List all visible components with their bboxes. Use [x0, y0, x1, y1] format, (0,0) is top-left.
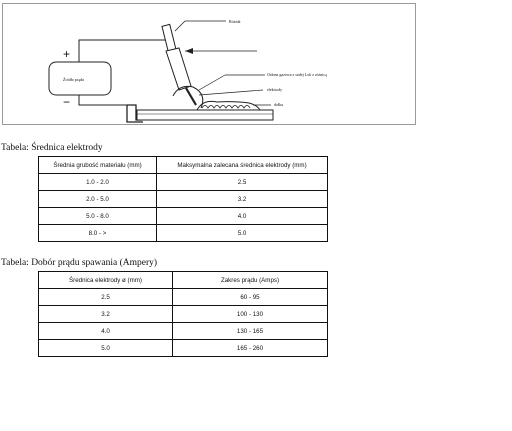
positive-cable: [79, 40, 169, 62]
electrode-rod: [186, 88, 196, 105]
table-cell: 2.0 - 5.0: [39, 191, 157, 208]
power-source-label: Źródło prądu: [63, 77, 84, 82]
table-cell: 100 - 130: [173, 306, 328, 323]
plus-sign: +: [63, 47, 71, 61]
table-header-row: [39, 157, 328, 174]
table-cell: 3.2: [157, 191, 328, 208]
table-cell: 165 - 260: [173, 340, 328, 357]
table-cell: 5.0: [157, 225, 328, 242]
minus-sign: −: [63, 95, 71, 109]
negative-cable: [79, 95, 133, 105]
table-header-row: [39, 272, 328, 289]
table-row: [39, 323, 328, 340]
table1-caption: Tabela: Średnica elektrody: [1, 143, 103, 153]
table-cell: 3.2: [39, 306, 173, 323]
weld-bead: [197, 101, 260, 110]
welding-diagram: [2, 3, 416, 125]
table-row: [39, 208, 328, 225]
weld-label: dołku: [274, 102, 284, 107]
holder-label: Różnik: [229, 19, 241, 24]
table-row: [39, 306, 328, 323]
electrode-label: elektrody: [267, 87, 283, 92]
table-header-cell: Średnia grubość materiału (mm): [39, 157, 157, 174]
table-header-cell: Maksymalna zalecana średnica elektrody (mm): [157, 157, 328, 174]
electrode-diameter-table: [38, 156, 328, 242]
table-cell: 4.0: [157, 208, 328, 225]
table-cell: 60 - 95: [173, 289, 328, 306]
arrow-head-icon: [185, 48, 193, 54]
table-row: [39, 174, 328, 191]
welding-diagram-svg: [3, 4, 415, 124]
table-header-cell: Zakres prądu (Amps): [173, 272, 328, 289]
table-header-cell: Średnica elektrody ø (mm): [39, 272, 173, 289]
table-cell: 1.0 - 2.0: [39, 174, 157, 191]
welding-current-table: [38, 271, 328, 357]
table-cell: 2.5: [157, 174, 328, 191]
table-cell: 2.5: [39, 289, 173, 306]
table2-caption: Tabela: Dobór prądu spawania (Ampery): [1, 258, 158, 268]
table-cell: 130 - 165: [173, 323, 328, 340]
workpiece-plate: [137, 110, 273, 120]
table-cell: 8.0 - >: [39, 225, 157, 242]
table-row: [39, 340, 328, 357]
table-row: [39, 225, 328, 242]
table-cell: 4.0: [39, 323, 173, 340]
table-cell: 5.0: [39, 340, 173, 357]
table-row: [39, 191, 328, 208]
table-cell: 5.0 - 8.0: [39, 208, 157, 225]
gas-shield-label: Osłona gazowa z stałej Lok z różnicą: [267, 72, 327, 77]
table-row: [39, 289, 328, 306]
electrode-holder: [162, 24, 191, 90]
